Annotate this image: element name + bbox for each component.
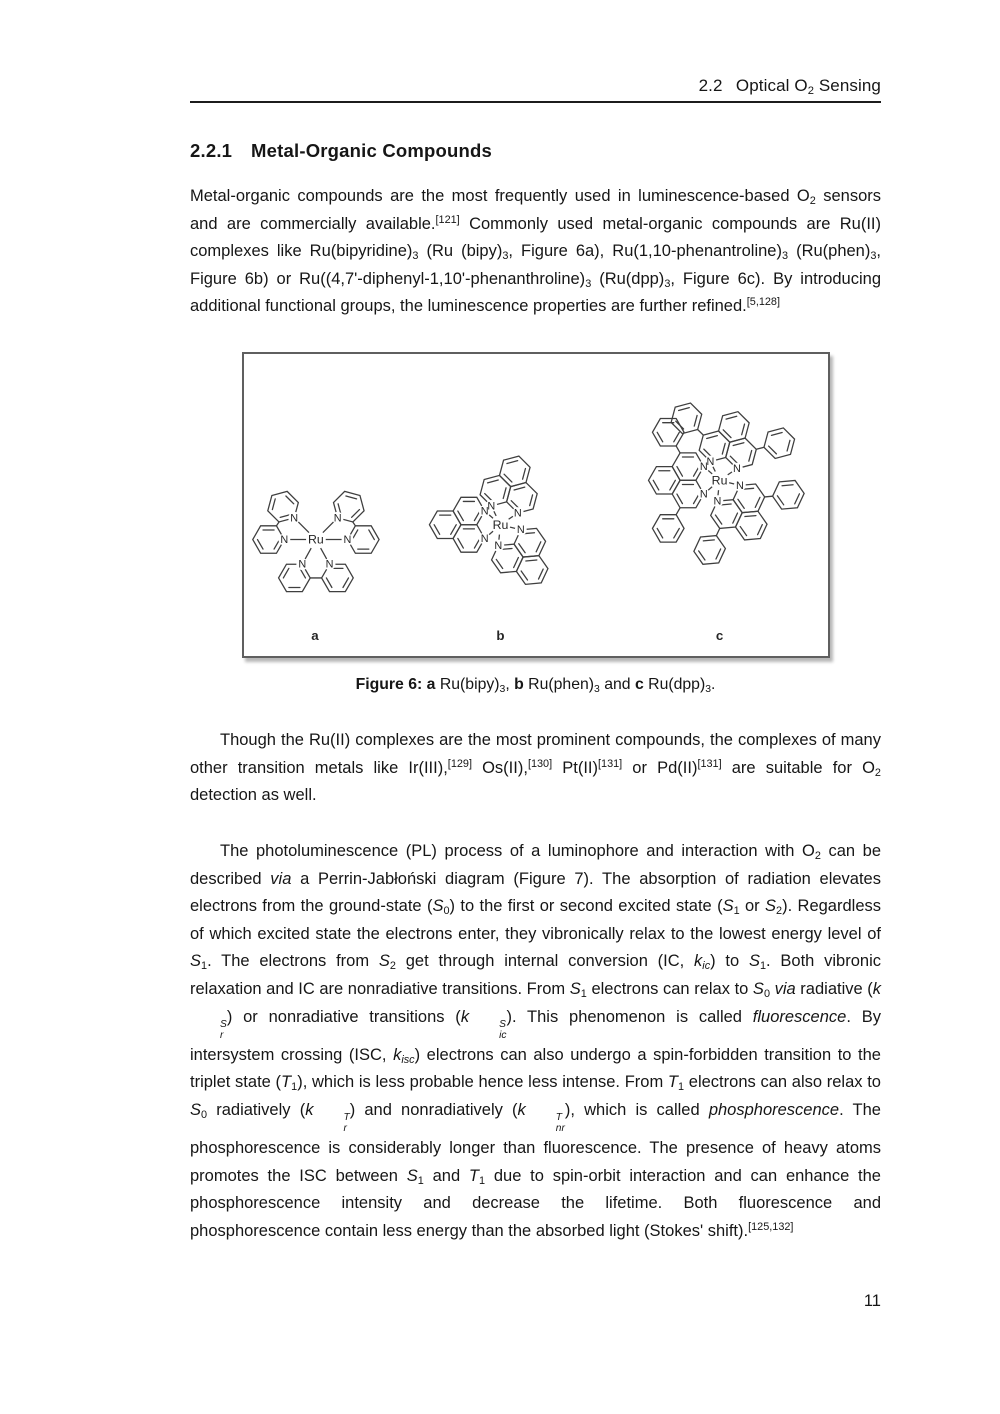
n-atom-label: N — [280, 533, 289, 546]
header-rule — [190, 101, 881, 103]
chemical-structures-figure — [244, 354, 828, 656]
structure-b-ru-phen — [429, 449, 563, 599]
figure-caption: Figure 6: a $Ru(bipy)_3$, b $Ru(phen)_3$ and c $Ru(dpp)_3$. — [355, 676, 716, 695]
structure-c-ru-dpp — [649, 396, 811, 574]
running-header: 2.2 Optical $O_2$ Sensing — [698, 76, 881, 98]
paragraph-photoluminescence: The photoluminescence (PL) process of a luminophore and interaction with $O_2$ can be described via a Perrin-Jabłoński diagram (Figure 7). The absorption of radiation elevates electrons from the ground-state $(S_0)$ to the first or second excited state ($S_1$ or $S_2$). Regardless of which excited state the electrons enter, they vibronically relax to the lowest energy level of $S_1$. The electrons from $S_2$ get through internal conversion (IC, $k_{ic}$) to $S_1$. Both vibronic relaxation and IC are nonradiative transitions. From $S_1$ electrons can relax to $S_0$ via radiative (k S r ) or nonradiative transitions (k S ic ). This phenomenon is called fluorescence. By intersystem crossing (ISC, $k_{isc}$) electrons can also undergo a spin-forbidden transition to the triplet state $(T_1)$, which is less probable hence less intense. From $T_1$ electrons can also relax to $S_0$ radiatively (k T r ) and nonradiatively (k T nr ), which is called phosphorescence. The phosphorescence is considerably longer than fluorescence. The presence of heavy atoms promotes the ISC between $S_1$ and $T_1$ due to spin-orbit interaction and can enhance the phosphorescence intensity and decrease the lifetime. Both fluorescence and phosphorescence contain less energy than the absorbed light (Stokes' shift).[125,132] — [190, 842, 882, 1240]
section-heading: 2.2.1 Metal-Organic Compounds — [190, 140, 493, 161]
n-atom-label: N — [480, 532, 489, 545]
paragraph-transition-metals: Though the Ru(II) complexes are the most prominent compounds, the complexes of many other transition metals like Ir(III),[129] Os(II),[130] Pt(II)[131] or Pd(II)[131] are suitable for $O_2$ detection as well. — [190, 731, 881, 805]
structure-label-a: a — [311, 628, 319, 644]
n-atom-label: N — [733, 463, 741, 476]
n-atom-label: N — [699, 461, 708, 474]
n-atom-label: N — [713, 495, 722, 508]
paragraph-metal-organic: Metal-organic compounds are the most frequently used in luminescence-based $O_2$ sensors and are commercially available.[121] Commonly used metal-organic compounds are Ru(II) complexes like $Ru(bipyridine)_3$ (Ru $(bipy)_3$, Figure 6a), $Ru(1,10-phenantroline)_3$ ($Ru(phen)_3$, Figure 6b) or $Ru((4,7'-diphenyl-1,10'-phenanthroline)_3$ ($Ru(dpp)_3$, Figure 6c). By introducing additional functional groups, the luminescence properties are further refined.[5,128] — [190, 187, 882, 316]
structure-label-c: c — [715, 628, 724, 644]
n-atom-label: N — [699, 488, 708, 501]
ru-atom-label: Ru — [492, 517, 509, 532]
ru-atom-label: Ru — [711, 473, 728, 488]
n-atom-label: N — [513, 507, 522, 520]
n-atom-label: N — [290, 512, 299, 525]
n-atom-label: N — [494, 540, 503, 553]
n-atom-label: N — [343, 533, 352, 546]
structure-a-ru-bipy — [253, 486, 379, 599]
structure-label-b: b — [496, 628, 505, 644]
n-atom-label: N — [325, 558, 334, 571]
n-atom-label: N — [706, 456, 715, 469]
n-atom-label: N — [480, 505, 489, 518]
n-atom-label: N — [333, 512, 342, 525]
page-number: 11 — [863, 1292, 881, 1310]
ru-atom-label: Ru — [308, 532, 324, 547]
n-atom-label: N — [487, 500, 496, 513]
figure-6-box — [242, 352, 830, 658]
n-atom-label: N — [735, 479, 744, 492]
n-atom-label: N — [516, 524, 525, 537]
n-atom-label: N — [298, 558, 307, 571]
